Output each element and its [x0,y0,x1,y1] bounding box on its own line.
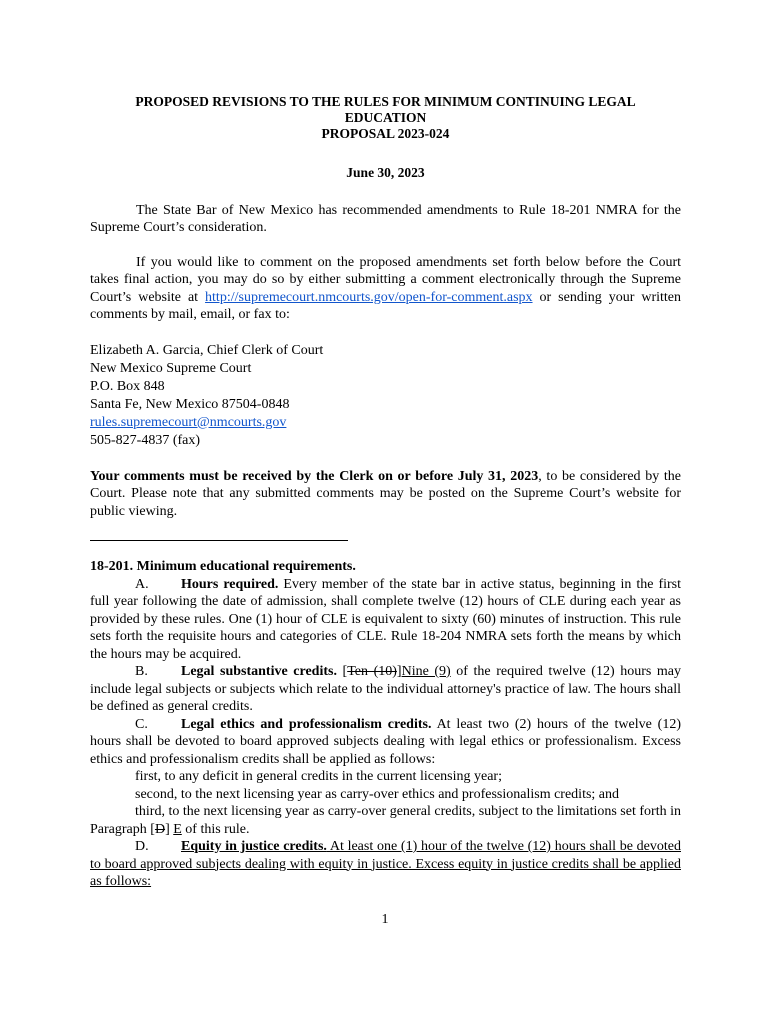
section-c-label: C. [135,716,148,732]
comment-website-link[interactable]: http://supremecourt.nmcourts.gov/open-for-comment.aspx [205,289,533,305]
section-a-label: A. [135,576,149,592]
document-title [90,94,681,142]
section-c-item-2: second, to the next licensing year as carry-over ethics and professionalism credits; and [135,786,620,802]
section-d-title: Equity in justice credits. [181,839,327,854]
deadline-bold-text: Your comments must be received by the Clerk on or before July 31, 2023 [90,468,539,484]
email-link[interactable]: rules.supremecourt@nmcourts.gov [90,414,287,430]
inserted-text: E [173,821,182,837]
section-c [90,716,681,769]
document-date: June 30, 2023 [346,165,425,180]
title-line-2: EDUCATION [344,110,427,125]
intro-paragraph-1: The State Bar of New Mexico has recommended amendments to Rule 18-201 NMRA for the Supreme Court’s consideration. [90,202,681,235]
section-d-label: D. [135,839,149,854]
section-c-title: Legal ethics and professionalism credits. [181,716,432,732]
address-line-court: New Mexico Supreme Court [90,360,252,376]
address-line-name: Elizabeth A. Garcia, Chief Clerk of Court [90,342,324,358]
section-a [90,576,681,664]
item-3-text: third, to the next licensing year as carry-over general credits, subject to the limitations set forth in Paragraph [90,804,681,837]
bracket: [ [150,821,155,837]
section-c-item-3 [90,803,681,838]
page-number: 1 [381,912,389,927]
struck-text: D [154,821,166,837]
struck-text: Ten (10) [347,664,397,679]
document-page [90,94,681,891]
intro-paragraph-2 [90,254,681,324]
inserted-text: Nine (9) [401,664,451,679]
deadline-paragraph [90,468,681,521]
section-d [90,838,681,891]
title-line-1: PROPOSED REVISIONS TO THE RULES FOR MINIMUM CONTINUING LEGAL [135,94,636,109]
address-line-city: Santa Fe, New Mexico 87504-0848 [90,396,290,412]
section-a-text: Every member of the state bar in active status, beginning in the first full year following the date of admission, shall complete twelve (12) hours of CLE during each year as provided by these rules. One (1) hour of CLE is equivalent to sixty (60) minutes of instruction. This rule sets forth the requisite hours and categories of CLE. Rule 18-204 NMRA sets forth the means by which the hours may be acquired. [90,576,681,662]
proposal-number: PROPOSAL 2023-024 [321,126,450,141]
bracket: ] [165,821,174,837]
mailing-address [90,342,681,450]
rule-heading: 18-201. Minimum educational requirements. [90,559,356,574]
section-b [90,663,681,716]
bracket: [ [336,664,348,679]
section-b-label: B. [135,664,148,679]
section-c-text: At least two (2) hours of the twelve (12) hours shall be devoted to board approved subjects dealing with legal ethics or professionalism. Excess ethics and professionalism credits shall be applied as follows: [90,716,681,767]
section-d-text: At least one (1) hour of the twelve (12) hours shall be devoted to board approved subjects dealing with equity in justice. Excess equity in justice credits shall be applied as follows: [90,839,681,889]
intro-text-before-link: If you would like to comment on the proposed amendments set forth below before the Court takes final action, you may do so by either submitting a comment electronically through the Supreme Court’s website at [90,254,681,305]
section-b-title: Legal substantive credits. [181,664,337,679]
section-c-item-1: first, to any deficit in general credits in the current licensing year; [135,769,502,784]
fax-number: 505-827-4837 (fax) [90,432,201,448]
deadline-rest-text: , to be considered by the Court. Please note that any submitted comments may be posted on the Supreme Court’s website for public viewing. [90,468,681,519]
intro-text-after-link: or sending your written comments by mail, email, or fax to: [90,289,681,322]
section-a-title: Hours required. [181,576,279,592]
section-b-text: of the required twelve (12) hours may include legal subjects or subjects which relate to the individual attorney's practice of law. The hours shall be defined as general credits. [90,664,681,714]
item-3-end: of this rule. [181,821,250,837]
bracket: ] [396,664,402,679]
separator-line [90,540,348,541]
address-line-pobox: P.O. Box 848 [90,378,165,394]
